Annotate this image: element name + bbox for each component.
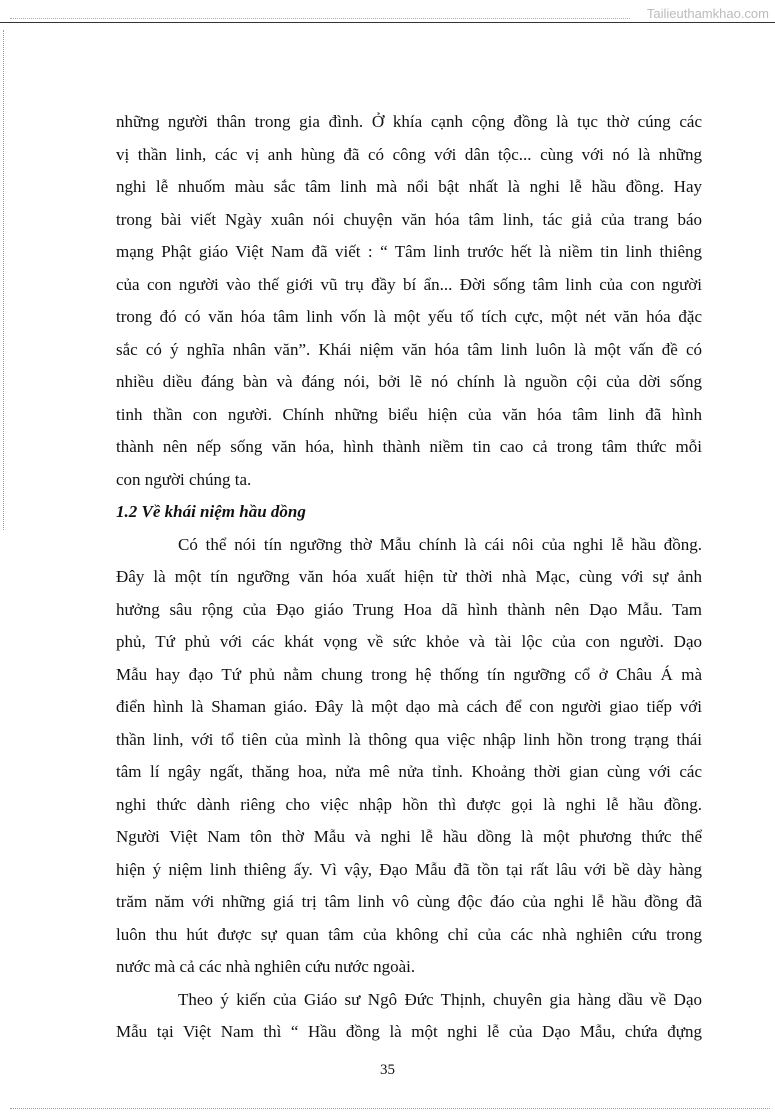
text-line: hiện ý niệm linh thiêng ấy. Vì vậy, Đạo Mẫu đã tồn tại rất lâu với bề dày hàng [116, 859, 702, 879]
text-line: phủ, Tứ phủ với các khát vọng về sức khỏe và tài lộc của con người. Dạo [116, 632, 702, 651]
watermark: Tailieuthamkhao.com [646, 6, 769, 21]
scan-footer-artifact [10, 1108, 770, 1109]
text-line: con người chúng ta. [116, 469, 252, 489]
text-line: mạng Phật giáo Việt Nam đã viết : “ Tâm linh trước hết là niềm tin linh thiêng [116, 242, 702, 261]
text-line: trăm năm với những giá trị tâm linh vô cùng độc đáo của nghi lễ hầu đồng đã [116, 892, 702, 911]
text-line: Đây là một tín ngưỡng văn hóa xuất hiện từ thời nhà Mạc, cùng với sự ảnh [116, 567, 702, 586]
text-line: nghi lễ nhuốm màu sắc tâm linh mà nổi bật nhất là nghi lễ hầu đồng. Hay [116, 177, 702, 196]
text-line: luôn thu hút được sự quan tâm của không chỉ của các nhà nghiên cứu trong [116, 924, 702, 944]
text-line: trong bài viết Ngày xuân nói chuyện văn hóa tâm linh, tác giả của trang báo [116, 209, 702, 229]
text-line: thần linh, với tổ tiên của mình là thông qua việc nhập linh hồn trong trạng thái [116, 729, 702, 749]
text-line: tâm lí ngây ngất, thăng hoa, nửa mê nửa tỉnh. Khoảng thời gian cùng với các [116, 762, 702, 781]
text-line: nhiều diều đáng bàn và đáng nói, bởi lẽ nó chính là nguồn cội của dời sống [116, 372, 702, 391]
text-line: vị thần linh, các vị anh hùng đã có công với dân tộc... cùng với nó là những [116, 144, 702, 164]
text-line: nghi thức dành riêng cho việc nhập hồn thì được gọi là nghi lễ hầu đồng. [116, 794, 702, 814]
text-line: thành nên nếp sống văn hóa, hình thành niềm tin cao cả trong tâm thức mỗi [116, 437, 702, 456]
text-line: tinh thần con người. Chính những biểu hiện của văn hóa tâm linh đã hình [116, 404, 702, 424]
page-number: 35 [380, 1062, 395, 1078]
text-line: hưởng sâu rộng của Đạo giáo Trung Hoa dã hình thành nên Dạo Mẫu. Tam [116, 599, 702, 619]
text-line: sắc có ý nghĩa nhân văn”. Khái niệm văn hóa tâm linh luôn là một vấn đề có [116, 339, 702, 359]
scan-margin-artifact [3, 30, 5, 530]
text-line: trong đó có văn hóa tâm linh vốn là một yếu tố tích cực, một nét văn hóa đặc [116, 307, 702, 326]
text-line: Có thể nói tín ngưỡng thờ Mẫu chính là cái nôi của nghi lễ hầu đồng. [178, 534, 702, 554]
scan-header-artifact [10, 4, 630, 19]
header-rule [0, 22, 775, 23]
text-line: nước mà cả các nhà nghiên cứu nước ngoài. [116, 957, 416, 976]
text-line: những người thân trong gia đình. Ở khía cạnh cộng đồng là tục thờ cúng các [116, 112, 702, 131]
text-line: Theo ý kiến của Giáo sư Ngô Đức Thịnh, chuyên gia hàng dầu về Dạo [178, 989, 702, 1009]
section-heading: 1.2 Về khái niệm hầu dồng [116, 502, 306, 521]
text-line: của con người vào thế giới vũ trụ đầy bí ẩn... Đời sống tâm linh của con người [116, 274, 702, 294]
document-body [116, 106, 702, 1049]
text-line: Người Việt Nam tôn thờ Mẫu và nghi lễ hầu dồng là một phương thức thể [116, 827, 702, 846]
text-line: Mẫu hay đạo Tứ phủ nằm chung trong hệ thống tín ngưỡng cổ ở Châu Á mà [116, 664, 702, 684]
text-line: Mẫu tại Việt Nam thì “ Hầu đồng là một nghi lễ của Dạo Mẫu, chứa đựng [116, 1022, 702, 1041]
text-line: điển hình là Shaman giáo. Đây là một dạo mà cách để con người giao tiếp với [116, 697, 702, 716]
